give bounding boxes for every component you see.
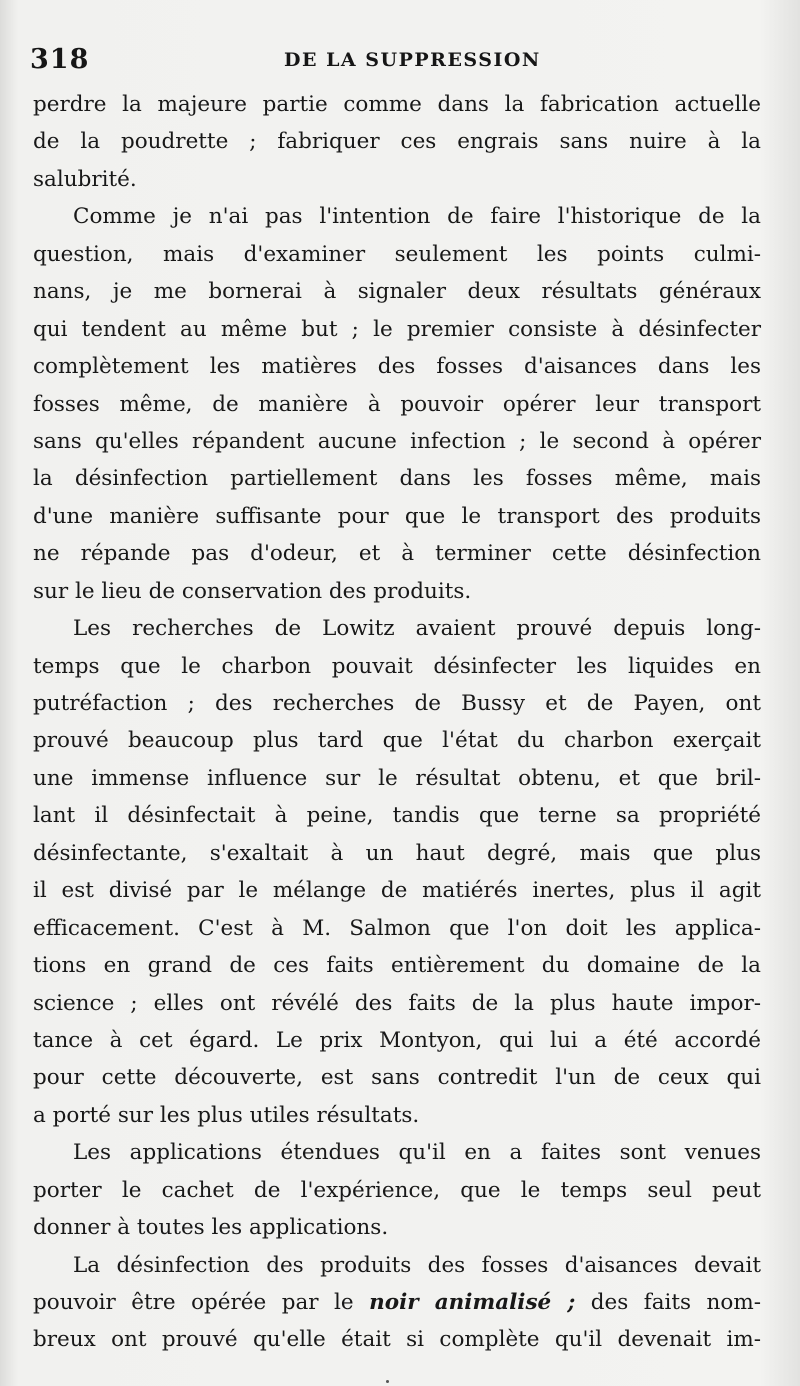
text-line: complètement les matières des fosses d'aisances dans les xyxy=(33,354,761,380)
text-run: pouvoir être opérée par le xyxy=(33,1290,370,1315)
text-line: Les applications étendues qu'il en a faites sont venues xyxy=(73,1140,761,1166)
text-line: une immense influence sur le résultat obtenu, et que bril- xyxy=(33,765,761,791)
text-line: sans qu'elles répandent aucune infection ; le second à opérer xyxy=(33,428,761,454)
text-line: pour cette découverte, est sans contredit l'un de ceux qui xyxy=(33,1065,761,1091)
text-line: perdre la majeure partie comme dans la fabrication actuelle xyxy=(33,92,761,117)
text-line: d'une manière suffisante pour que le transport des produits xyxy=(33,503,761,529)
text-line: sur le lieu de conservation des produits. xyxy=(33,578,472,604)
text-line: désinfectante, s'exaltait à un haut degré, mais que plus xyxy=(33,840,761,866)
text-line: ne répande pas d'odeur, et à terminer cette désinfection xyxy=(33,541,761,567)
text-line: a porté sur les plus utiles résultats. xyxy=(33,1102,420,1128)
text-line: fosses même, de manière à pouvoir opérer leur transport xyxy=(33,391,761,417)
text-line: Comme je n'ai pas l'intention de faire l'historique de la xyxy=(73,204,761,230)
text-line: Les recherches de Lowitz avaient prouvé depuis long- xyxy=(73,616,761,642)
text-run: des faits nom- xyxy=(575,1290,761,1315)
text-line: tance à cet égard. Le prix Montyon, qui lui a été accordé xyxy=(33,1027,761,1053)
text-line xyxy=(33,1284,761,1321)
text-line: la désinfection partiellement dans les fosses même, mais xyxy=(33,466,761,492)
text-line: nans, je me bornerai à signaler deux résultats généraux xyxy=(33,279,761,305)
emphasized-term: noir animalisé ; xyxy=(369,1290,576,1315)
text-line: breux ont prouvé qu'elle était si complète qu'il devenait im- xyxy=(33,1327,761,1353)
text-line: temps que le charbon pouvait désinfecter les liquides en xyxy=(33,653,761,679)
page-number: 318 xyxy=(30,44,90,75)
text-line: tions en grand de ces faits entièrement du domaine de la xyxy=(33,953,761,979)
text-line: putréfaction ; des recherches de Bussy et de Payen, ont xyxy=(33,691,761,716)
running-title: DE LA SUPPRESSION xyxy=(284,49,541,71)
page-header xyxy=(30,44,760,74)
text-line: La désinfection des produits des fosses d'aisances devait xyxy=(73,1252,761,1278)
text-line: il est divisé par le mélange de matiérés inertes, plus il agit xyxy=(33,878,761,904)
text-line: science ; elles ont révélé des faits de la plus haute impor- xyxy=(33,990,761,1016)
text-line: prouvé beaucoup plus tard que l'état du charbon exerçait xyxy=(33,728,761,754)
text-line: donner à toutes les applications. xyxy=(33,1215,389,1241)
text-line: efficacement. C'est à M. Salmon que l'on doit les applica- xyxy=(33,915,761,941)
text-line: de la poudrette ; fabriquer ces engrais sans nuire à la xyxy=(33,129,761,155)
text-line: porter le cachet de l'expérience, que le temps seul peut xyxy=(33,1177,761,1203)
text-line: lant il désinfectait à peine, tandis que terne sa propriété xyxy=(33,803,761,829)
text-line: qui tendent au même but ; le premier consiste à désinfecter xyxy=(33,316,761,342)
text-line: salubrité. xyxy=(33,166,137,192)
body-text xyxy=(33,86,761,1359)
ink-speck xyxy=(386,1380,389,1383)
text-line: question, mais d'examiner seulement les points culmi- xyxy=(33,241,761,267)
